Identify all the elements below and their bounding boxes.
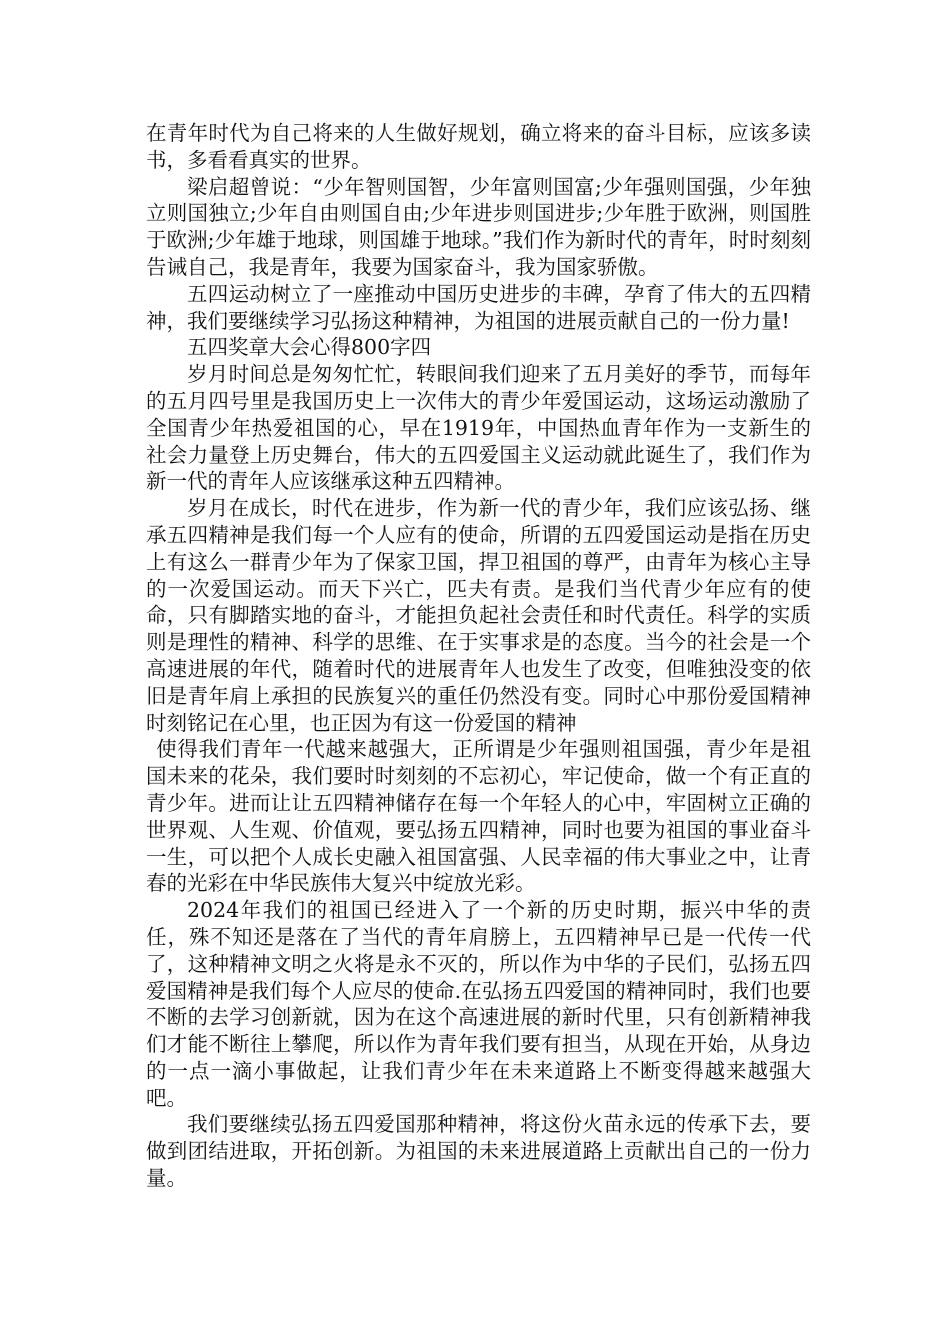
- paragraph-may-fourth-monument: 五四运动树立了一座推动中国历史进步的丰碑，孕育了伟大的五四精神，我们要继续学习弘扬这种精神，为祖国的进展贡献自己的一份力量!: [146, 281, 811, 333]
- paragraph-youth-stronger: 使得我们青年一代越来越强大，正所谓是少年强则祖国强，青少年是祖国未来的花朵，我们要时时刻刻的不忘初心，牢记使命，做一个有正直的青少年。进而让让五四精神储存在每一个年轻人的心中，牢固树立正确的世界观、人生观、价值观，要弘扬五四精神，同时也要为祖国的事业奋斗一生，可以把个人成长史融入祖国富强、人民幸福的伟大事业之中，让青春的光彩在中华民族伟大复兴中绽放光彩。: [146, 737, 811, 896]
- section-heading: 五四奖章大会心得800字四: [187, 335, 432, 360]
- paragraph-time-flies: 岁月时间总是匆匆忙忙，转眼间我们迎来了五月美好的季节，而每年的五月四号里是我国历史上一次伟大的青少年爱国运动，这场运动激励了全国青少年热爱祖国的心，早在1919年，中国热血青年作为一支新生的社会力量登上历史舞台，伟大的五四爱国主义运动就此诞生了，我们作为新一代的青年人应该继承这种五四精神。: [146, 362, 811, 494]
- paragraph-liang-qichao-quote: 梁启超曾说：“少年智则国智，少年富则国富;少年强则国强，少年独立则国独立;少年自由则国自由;少年进步则国进步;少年胜于欧洲，则国胜于欧洲;少年雄于地球，则国雄于地球。”我们作为新时代的青年，时时刻刻告诫自己，我是青年，我要为国家奋斗，我为国家骄傲。: [146, 174, 811, 279]
- paragraph-new-era: 2024年我们的祖国已经进入了一个新的历史时期，振兴中华的责任，殊不知还是落在了当代的青年肩膀上，五四精神早已是一代传一代了，这种精神文明之火将是永不灭的，所以作为中华的子民们，弘扬五四爱国精神是我们每个人应尽的使命.在弘扬五四爱国的精神同时，我们也要不断的去学习创新就，因为在这个高速进展的新时代里，只有创新精神我们才能不断往上攀爬，所以作为青年我们要有担当，从现在开始，从身边的一点一滴小事做起，让我们青少年在未来道路上不断变得越来越强大吧。: [146, 898, 811, 1110]
- paragraph-growing-years: 岁月在成长，时代在进步，作为新一代的青少年，我们应该弘扬、继承五四精神是我们每一个人应有的使命，所谓的五四爱国运动是指在历史上有这么一群青少年为了保家卫国，捍卫祖国的尊严，由青年为核心主导的一次爱国运动。而天下兴亡，匹夫有责。是我们当代青少年应有的使命，只有脚踏实地的奋斗，才能担负起社会责任和时代责任。科学的实质则是理性的精神、科学的思维、在于实事求是的态度。当今的社会是一个高速进展的年代，随着时代的进展青年人也发生了改变，但唯独没变的依旧是青年肩上承担的民族复兴的重任仍然没有变。同时心中那份爱国精神时刻铭记在心里，也正因为有这一份爱国的精神: [146, 496, 811, 735]
- paragraph-conclusion: 我们要继续弘扬五四爱国那种精神，将这份火苗永远的传承下去，要做到团结进取，开拓创新。为祖国的未来进展道路上贡献出自己的一份力量。: [146, 1112, 811, 1191]
- paragraph-continuation: 在青年时代为自己将来的人生做好规划，确立将来的奋斗目标，应该多读书，多看看真实的世界。: [146, 121, 811, 172]
- article-body: [146, 120, 811, 1192]
